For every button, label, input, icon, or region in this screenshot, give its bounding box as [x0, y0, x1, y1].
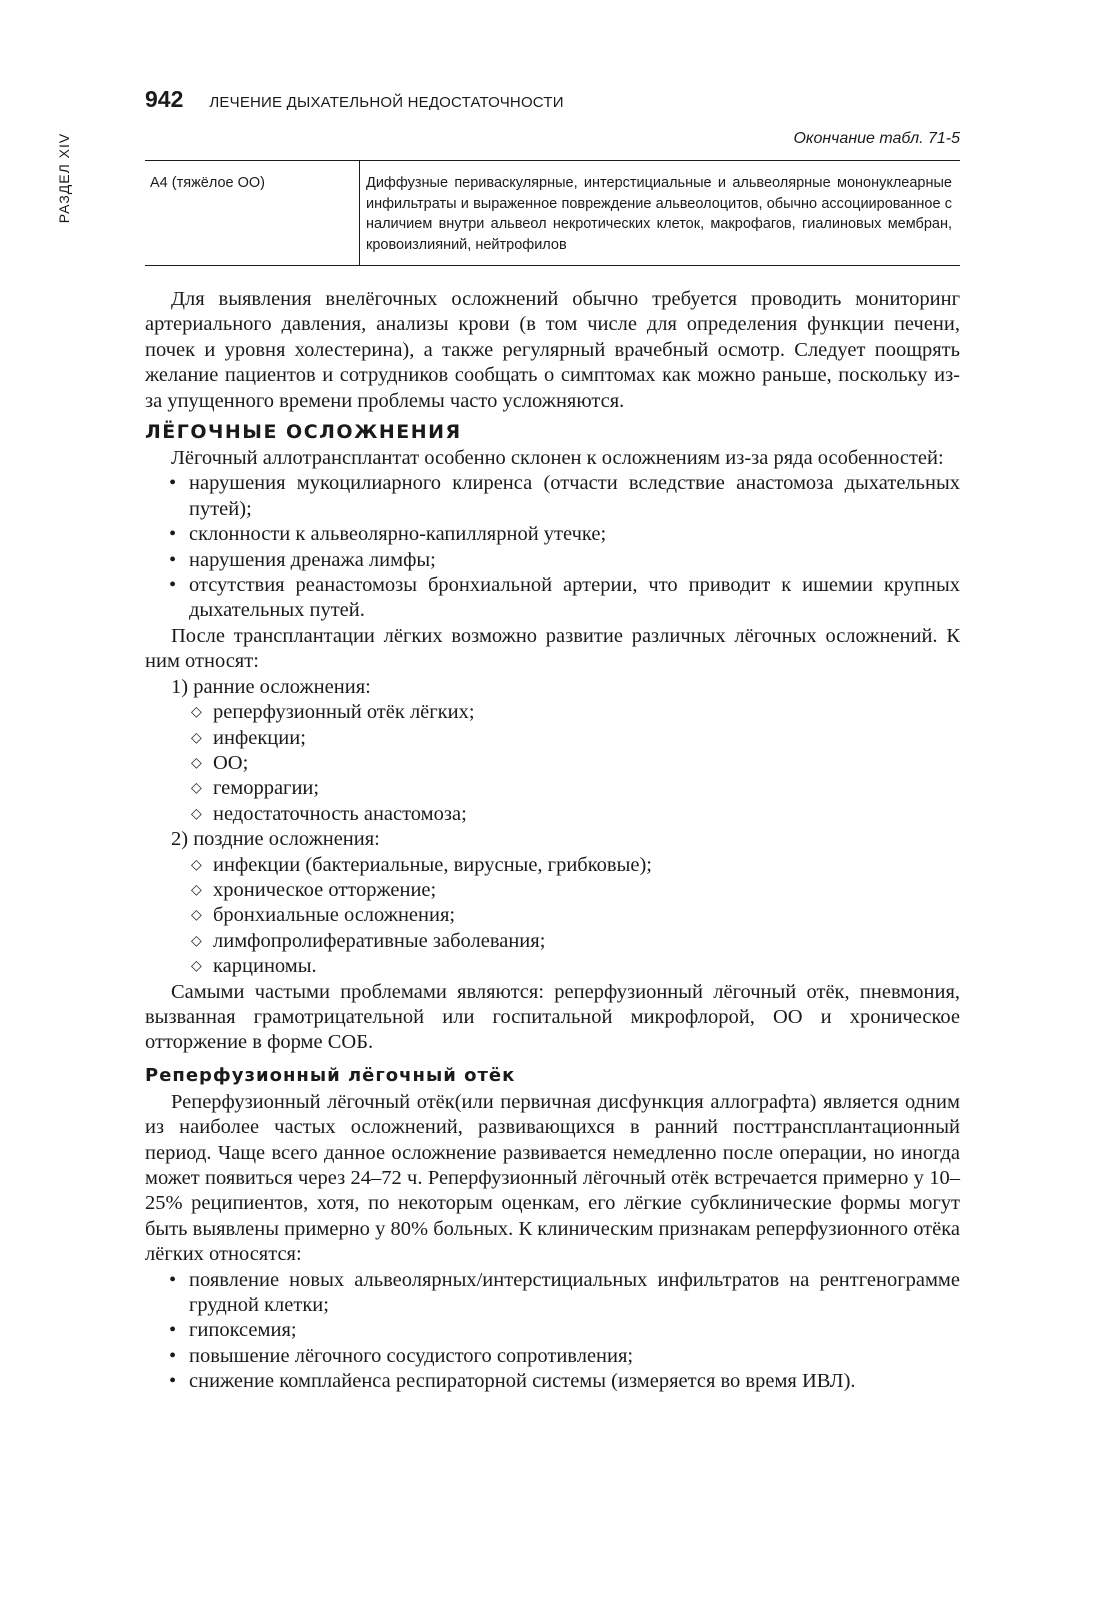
- late-complications-items: [171, 853, 960, 980]
- late-complications-label: 2) поздние осложнения:: [171, 828, 380, 851]
- list-item: ◇ инфекции (бактериальные, вирусные, грибковые);: [213, 853, 960, 878]
- list-item: • нарушения дренажа лимфы;: [189, 548, 960, 573]
- late-complications: [171, 827, 960, 979]
- running-title: ЛЕЧЕНИЕ ДЫХАТЕЛЬНОЙ НЕДОСТАТОЧНОСТИ: [209, 94, 564, 111]
- list-item: ◇ лимфопролиферативные заболевания;: [213, 929, 960, 954]
- page-header: [145, 86, 564, 113]
- list-item: • склонности к альвеолярно-капиллярной утечке;: [189, 522, 960, 547]
- page-number: 942: [145, 86, 184, 112]
- list-item: ◇ недостаточность анастомоза;: [213, 802, 960, 827]
- reperfusion-paragraph: Реперфузионный лёгочный отёк(или первичная дисфункция аллографта) является одним из наиболее частых осложнений, развивающихся в ранний посттрансплантационный период. Чаще всего данное осложнение развивается немедленно после операции, но иногда может появиться через 24–72 ч. Реперфузионный лёгочный отёк встречается примерно у 10–25% реципиентов, хотя, по некоторым оценкам, его лёгкие субклинические формы могут быть выявлены примерно у 80% больных. К клиническим признакам реперфузионного отёка лёгких относятся:: [145, 1090, 960, 1266]
- complications-list: [145, 675, 960, 980]
- common-problems-paragraph: Самыми частыми проблемами являются: реперфузионный лёгочный отёк, пневмония, вызванная грамотрицательной или госпитальной микрофлорой, ОО и хроническое отторжение в форме СОБ.: [145, 980, 960, 1054]
- early-complications-items: [171, 700, 960, 827]
- clinical-signs-list: [145, 1268, 960, 1395]
- table-cell-grade: А4 (тяжёлое ОО): [145, 161, 360, 265]
- features-list: [145, 471, 960, 623]
- section-side-label: РАЗДЕЛ XIV: [56, 132, 72, 224]
- list-item: ◇ бронхиальные осложнения;: [213, 903, 960, 928]
- main-content: [145, 287, 960, 1395]
- list-item: ◇ геморрагии;: [213, 776, 960, 801]
- intro-paragraph: Для выявления внелёгочных осложнений обычно требуется проводить мониторинг артериального давления, анализы крови (в том числе для определения функции печени, почек и уровня холестерина), а также регулярный врачебный осмотр. Следует поощрять желание пациентов и сотрудников сообщать о симптомах как можно раньше, поскольку из-за упущенного времени проблемы часто усложняются.: [145, 288, 960, 412]
- table-caption: Окончание табл. 71-5: [793, 130, 960, 147]
- section-heading-pulmonary: ЛЁГОЧНЫЕ ОСЛОЖНЕНИЯ: [145, 421, 462, 444]
- table-cell-description: Диффузные периваскулярные, интерстициальные и альвеолярные мононуклеарные инфильтраты и выраженное повреждение альвеолоцитов, обычно ассоциированное с наличием внутри альвеол некротических клеток, макрофагов, гиалиновых мембран, кровоизлияний, нейтрофилов: [366, 175, 952, 253]
- list-item: ◇ ОО;: [213, 751, 960, 776]
- early-complications-label: 1) ранние осложнения:: [171, 675, 371, 698]
- list-item: ◇ карциномы.: [213, 954, 960, 979]
- section-heading-reperfusion: Реперфузионный лёгочный отёк: [145, 1064, 516, 1086]
- list-item: • нарушения мукоцилиарного клиренса (отчасти вследствие анастомоза дыхательных путей);: [189, 471, 960, 522]
- after-transplant-paragraph: После трансплантации лёгких возможно развитие различных лёгочных осложнений. К ним относят:: [145, 624, 960, 673]
- list-item: • повышение лёгочного сосудистого сопротивления;: [189, 1344, 960, 1369]
- list-item: • гипоксемия;: [189, 1318, 960, 1343]
- list-item: ◇ инфекции;: [213, 726, 960, 751]
- list-item: • снижение комплайенса респираторной системы (измеряется во время ИВЛ).: [189, 1369, 960, 1394]
- early-complications: [171, 675, 960, 827]
- list-item: • отсутствия реанастомозы бронхиальной артерии, что приводит к ишемии крупных дыхательных путей.: [189, 573, 960, 624]
- list-item: ◇ реперфузионный отёк лёгких;: [213, 700, 960, 725]
- pulmonary-intro: Лёгочный аллотрансплантат особенно склонен к осложнениям из-за ряда особенностей:: [171, 447, 944, 470]
- list-item: • появление новых альвеолярных/интерстициальных инфильтратов на рентгенограмме грудной клетки;: [189, 1268, 960, 1319]
- rejection-grade-table: [145, 160, 960, 266]
- list-item: ◇ хроническое отторжение;: [213, 878, 960, 903]
